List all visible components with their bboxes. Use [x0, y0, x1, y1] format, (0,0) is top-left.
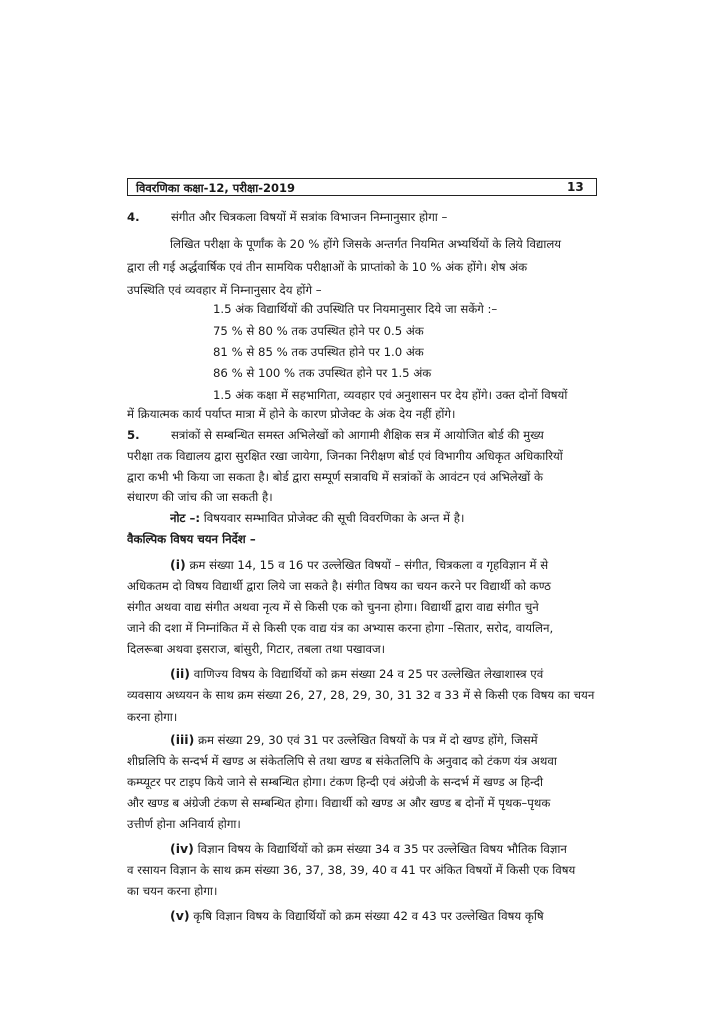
item-iii-line-4: और खण्ड ब अंग्रेजी टंकण से सम्बन्धित होगा। विद्यार्थी को खण्ड अ और खण्ड ब दोनों में पृथक–पृथक: [127, 796, 551, 810]
section-4-heading-line: [127, 209, 597, 225]
item-i-line-3: संगीत अथवा वाद्य संगीत अथवा नृत्य में से किसी एक को चुनना होगा। विद्यार्थी द्वारा वाद्य संगीत चुने: [127, 600, 539, 614]
item-v-line-1: [170, 908, 597, 924]
item-iii-line-1: [170, 732, 597, 748]
section-5-line-2: परीक्षा तक विद्यालय द्वारा सुरक्षित रखा जायेगा, जिनका निरीक्षण बोर्ड एवं विभागीय अधिकृत अधिकारियों: [127, 449, 563, 463]
note-label: नोट –:: [170, 511, 200, 525]
section-4-para-1: लिखित परीक्षा के पूर्णांक के 20 % होंगे जिसके अन्तर्गत नियमित अभ्यर्थियों के लिये विद्यालय: [170, 237, 562, 251]
item-ii-line-1: [170, 666, 597, 682]
item-i-label: (i): [170, 557, 186, 572]
section-4-item-1: 1.5 अंक विद्यार्थियों की उपस्थिति पर नियमानुसार दिये जा सकेंगे :–: [213, 302, 498, 316]
item-iv-label: (iv): [170, 841, 194, 856]
item-i-line-4: जाने की दशा में निम्नांकित में से किसी एक वाद्य यंत्र का अभ्यास करना होगा –सितार, सरोद, वायलिन,: [127, 621, 554, 635]
item-iv-line-3: का चयन करना होगा।: [127, 884, 218, 898]
item-v-text-1: कृषि विज्ञान विषय के विद्यार्थियों को क्रम संख्या 42 व 43 पर उल्लेखित विषय कृषि: [193, 909, 544, 923]
item-ii-label: (ii): [170, 666, 190, 681]
item-i-line-5: दिलरूबा अथवा इसराज, बांसुरी, गिटार, तबला तथा पखावज।: [127, 642, 386, 656]
section-4-item-3: 81 % से 85 % तक उपस्थित होने पर 1.0 अंक: [213, 345, 424, 359]
item-ii-line-3: करना होगा।: [127, 710, 178, 724]
section-4-para-3: उपस्थिति एवं व्यवहार में निम्नानुसार देय होंगे –: [127, 283, 322, 297]
section-5-text-1: सत्रांकों से सम्बन्धित समस्त अभिलेखों को आगामी शैक्षिक सत्र में आयोजित बोर्ड की मुख्य: [171, 428, 544, 442]
header-title: विवरणिका कक्षा-12, परीक्षा-2019: [136, 181, 295, 195]
item-iv-line-1: [170, 841, 597, 857]
item-iii-label: (iii): [170, 732, 195, 747]
page-number: 13: [567, 180, 584, 194]
optional-subjects-heading: वैकल्पिक विषय चयन निर्देश –: [127, 532, 256, 546]
item-i-text-1: क्रम संख्या 14, 15 व 16 पर उल्लेखित विषयों – संगीत, चित्रकला व गृहविज्ञान में से: [189, 558, 549, 572]
item-ii-text-1: वाणिज्य विषय के विद्यार्थियों को क्रम संख्या 24 व 25 पर उल्लेखित लेखाशास्त्र एवं: [193, 667, 544, 681]
section-5-line-4: संधारण की जांच की जा सकती है।: [127, 490, 273, 504]
item-iii-line-5: उत्तीर्ण होना अनिवार्य होगा।: [127, 817, 241, 831]
item-i-line-1: [170, 557, 597, 573]
section-5-line-1: [127, 427, 597, 443]
item-v-label: (v): [170, 908, 190, 923]
item-iii-line-2: शीघ्रलिपि के सन्दर्भ में खण्ड अ संकेतलिपि से तथा खण्ड ब संकेतलिपि के अनुवाद को टंकण यंत्र अथवा: [127, 754, 557, 768]
section-4-item-5: 1.5 अंक कक्षा में सहभागिता, व्यवहार एवं अनुशासन पर देय होंगे। उक्त दोनों विषयों: [213, 388, 568, 402]
item-ii-line-2: व्यवसाय अध्ययन के साथ क्रम संख्या 26, 27, 28, 29, 30, 31 32 व 33 में से किसी एक विषय का चयन: [127, 688, 595, 702]
section-4-item-2: 75 % से 80 % तक उपस्थित होने पर 0.5 अंक: [213, 324, 424, 338]
section-5-line-3: द्वारा कभी भी किया जा सकता है। बोर्ड द्वारा सम्पूर्ण सत्रावधि में सत्रांकों के आवंटन एवं अभिलेखों के: [127, 470, 543, 484]
section-4-para-2: द्वारा ली गई अर्द्धवार्षिक एवं तीन सामयिक परीक्षाओं के प्राप्तांको के 10 % अंक होंगे। शेष अंक: [127, 260, 528, 274]
section-4-item-5-cont: में क्रियात्मक कार्य पर्याप्त मात्रा में होने के कारण प्रोजेक्ट के अंक देय नहीं होंगे।: [127, 407, 456, 421]
section-4-number: 4.: [127, 210, 140, 224]
section-4-item-4: 86 % से 100 % तक उपस्थित होने पर 1.5 अंक: [213, 366, 432, 380]
note-line: [170, 510, 597, 526]
item-i-line-2: अधिकतम दो विषय विद्यार्थी द्वारा लिये जा सकते है। संगीत विषय का चयन करने पर विद्यार्थी को कण्ठ: [127, 579, 551, 593]
item-iii-line-3: कम्प्यूटर पर टाइप किये जाने से सम्बन्धित होगा। टंकण हिन्दी एवं अंग्रेजी के सन्दर्भ में खण्ड अ हिन्दी: [127, 775, 544, 789]
item-iv-text-1: विज्ञान विषय के विद्यार्थियों को क्रम संख्या 34 व 35 पर उल्लेखित विषय भौतिक विज्ञान: [197, 842, 567, 856]
section-4-heading: संगीत और चित्रकला विषयों में सत्रांक विभाजन निम्नानुसार होगा –: [171, 210, 448, 224]
item-iv-line-2: व रसायन विज्ञान के साथ क्रम संख्या 36, 37, 38, 39, 40 व 41 पर अंकित विषयों में किसी एक विषय: [127, 863, 576, 877]
section-5-number: 5.: [127, 428, 140, 442]
note-text: विषयवार सम्भावित प्रोजेक्ट की सूची विवरणिका के अन्त में है।: [203, 511, 465, 525]
item-iii-text-1: क्रम संख्या 29, 30 एवं 31 पर उल्लेखित विषयों के पत्र में दो खण्ड होंगे, जिसमें: [198, 733, 538, 747]
